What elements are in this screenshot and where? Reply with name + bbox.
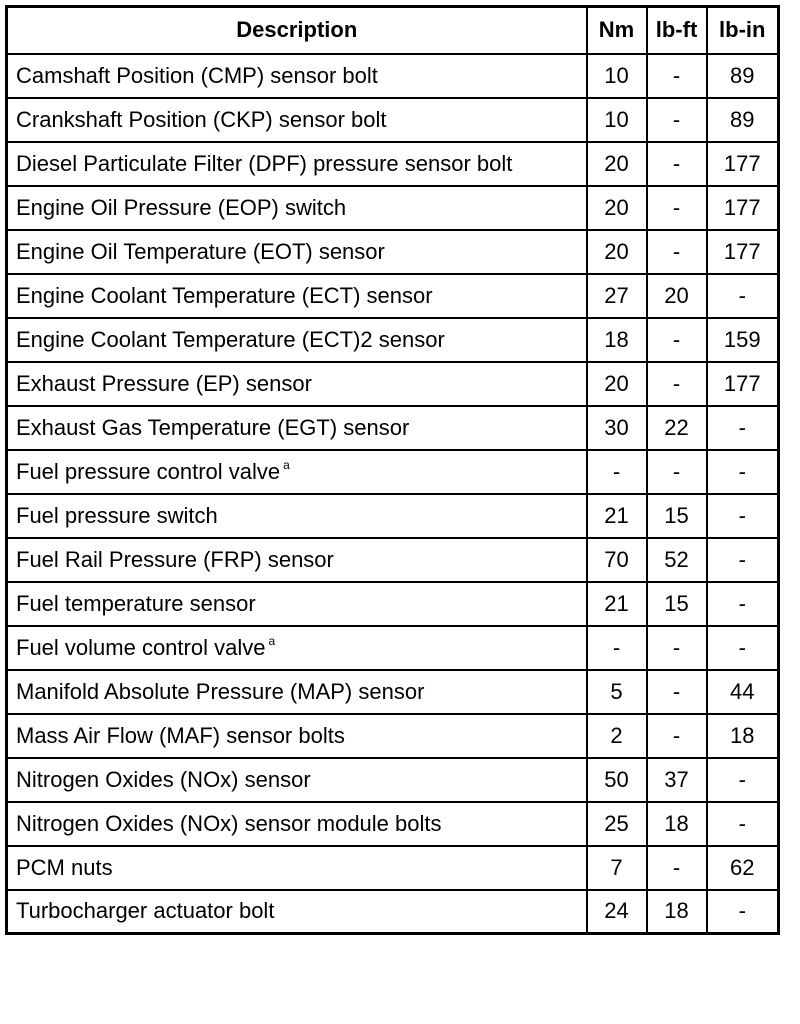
cell-lbin: 177 [707,142,779,186]
cell-description [7,494,587,538]
cell-description [7,538,587,582]
cell-lbin: 177 [707,362,779,406]
cell-nm: 5 [587,670,647,714]
cell-nm: 21 [587,494,647,538]
cell-description [7,54,587,98]
table-row [7,802,779,846]
cell-lbin: - [707,626,779,670]
cell-description [7,846,587,890]
description-text: Manifold Absolute Pressure (MAP) sensor [16,678,425,704]
cell-lbin: 159 [707,318,779,362]
cell-nm: 20 [587,362,647,406]
cell-lbin: 89 [707,98,779,142]
cell-description [7,670,587,714]
cell-description [7,582,587,626]
cell-description [7,362,587,406]
cell-lbft: 15 [647,494,707,538]
cell-nm: 21 [587,582,647,626]
table-row [7,186,779,230]
table-row [7,494,779,538]
cell-lbin: - [707,494,779,538]
cell-lbft: 18 [647,890,707,934]
table-row [7,890,779,934]
description-text: Crankshaft Position (CKP) sensor bolt [16,106,387,132]
header-nm: Nm [587,7,647,54]
table-row [7,142,779,186]
cell-nm: 20 [587,230,647,274]
cell-lbin: 89 [707,54,779,98]
table-row [7,670,779,714]
cell-nm: 18 [587,318,647,362]
cell-lbin: - [707,538,779,582]
cell-lbin: - [707,802,779,846]
cell-lbin: - [707,582,779,626]
table-row [7,626,779,670]
table-row [7,406,779,450]
table-row [7,758,779,802]
cell-lbft: 52 [647,538,707,582]
cell-description [7,802,587,846]
cell-lbft: - [647,230,707,274]
header-description: Description [7,7,587,54]
table-row [7,362,779,406]
cell-lbft: - [647,142,707,186]
cell-lbft: - [647,318,707,362]
description-text: Nitrogen Oxides (NOx) sensor module bolts [16,810,442,836]
table-body [7,54,779,934]
description-text: Fuel Rail Pressure (FRP) sensor [16,546,334,572]
cell-lbft: 37 [647,758,707,802]
cell-description [7,714,587,758]
table-row [7,450,779,494]
cell-lbin: - [707,758,779,802]
cell-description [7,890,587,934]
table-row [7,274,779,318]
cell-lbin: - [707,274,779,318]
cell-lbft: - [647,362,707,406]
cell-lbin: 44 [707,670,779,714]
description-text: Turbocharger actuator bolt [16,898,275,924]
cell-lbft: - [647,626,707,670]
cell-lbin: 177 [707,186,779,230]
cell-nm: 50 [587,758,647,802]
footnote-marker: a [268,634,276,648]
cell-nm: 7 [587,846,647,890]
cell-lbft: - [647,846,707,890]
cell-description [7,230,587,274]
cell-lbin: 62 [707,846,779,890]
cell-lbft: 20 [647,274,707,318]
description-text: Fuel pressure control valve [16,459,281,484]
description-text: PCM nuts [16,854,113,880]
cell-lbin: 177 [707,230,779,274]
cell-nm: 10 [587,98,647,142]
description-text: Engine Coolant Temperature (ECT) sensor [16,282,433,308]
cell-nm: - [587,626,647,670]
cell-nm: 2 [587,714,647,758]
cell-description [7,450,587,494]
header-lbft: lb-ft [647,7,707,54]
table-row [7,846,779,890]
cell-nm: 70 [587,538,647,582]
cell-lbft: - [647,54,707,98]
table-row [7,714,779,758]
cell-nm: 24 [587,890,647,934]
description-text: Mass Air Flow (MAF) sensor bolts [16,722,345,748]
cell-description [7,406,587,450]
table-row [7,582,779,626]
description-text: Engine Oil Pressure (EOP) switch [16,194,347,220]
description-text: Exhaust Gas Temperature (EGT) sensor [16,414,410,440]
cell-nm: 20 [587,186,647,230]
torque-specifications-table [5,5,780,935]
cell-description [7,318,587,362]
table-row [7,318,779,362]
table-row [7,54,779,98]
cell-lbft: - [647,670,707,714]
cell-nm: 30 [587,406,647,450]
cell-description [7,98,587,142]
description-text: Nitrogen Oxides (NOx) sensor [16,766,311,792]
description-text: Camshaft Position (CMP) sensor bolt [16,62,378,88]
description-text: Exhaust Pressure (EP) sensor [16,370,312,396]
description-text: Fuel pressure switch [16,502,218,528]
cell-lbft: - [647,186,707,230]
description-text: Fuel volume control valve [16,635,266,660]
description-text: Engine Coolant Temperature (ECT)2 sensor [16,326,445,352]
cell-lbft: - [647,450,707,494]
cell-nm: 10 [587,54,647,98]
cell-description [7,626,587,670]
cell-lbft: 18 [647,802,707,846]
cell-lbft: - [647,98,707,142]
cell-lbin: - [707,450,779,494]
cell-lbin: - [707,890,779,934]
cell-lbin: 18 [707,714,779,758]
description-text: Engine Oil Temperature (EOT) sensor [16,238,385,264]
cell-nm: 25 [587,802,647,846]
table-row [7,98,779,142]
cell-lbft: 22 [647,406,707,450]
table-row [7,230,779,274]
cell-description [7,142,587,186]
cell-lbin: - [707,406,779,450]
table-row [7,538,779,582]
description-text: Diesel Particulate Filter (DPF) pressure sensor bolt [16,150,513,176]
cell-lbft: 15 [647,582,707,626]
cell-nm: - [587,450,647,494]
cell-description [7,758,587,802]
cell-nm: 20 [587,142,647,186]
cell-description [7,274,587,318]
cell-nm: 27 [587,274,647,318]
cell-lbft: - [647,714,707,758]
header-lbin: lb-in [707,7,779,54]
description-text: Fuel temperature sensor [16,590,256,616]
table-header-row [7,7,779,54]
cell-description [7,186,587,230]
footnote-marker: a [283,458,290,472]
